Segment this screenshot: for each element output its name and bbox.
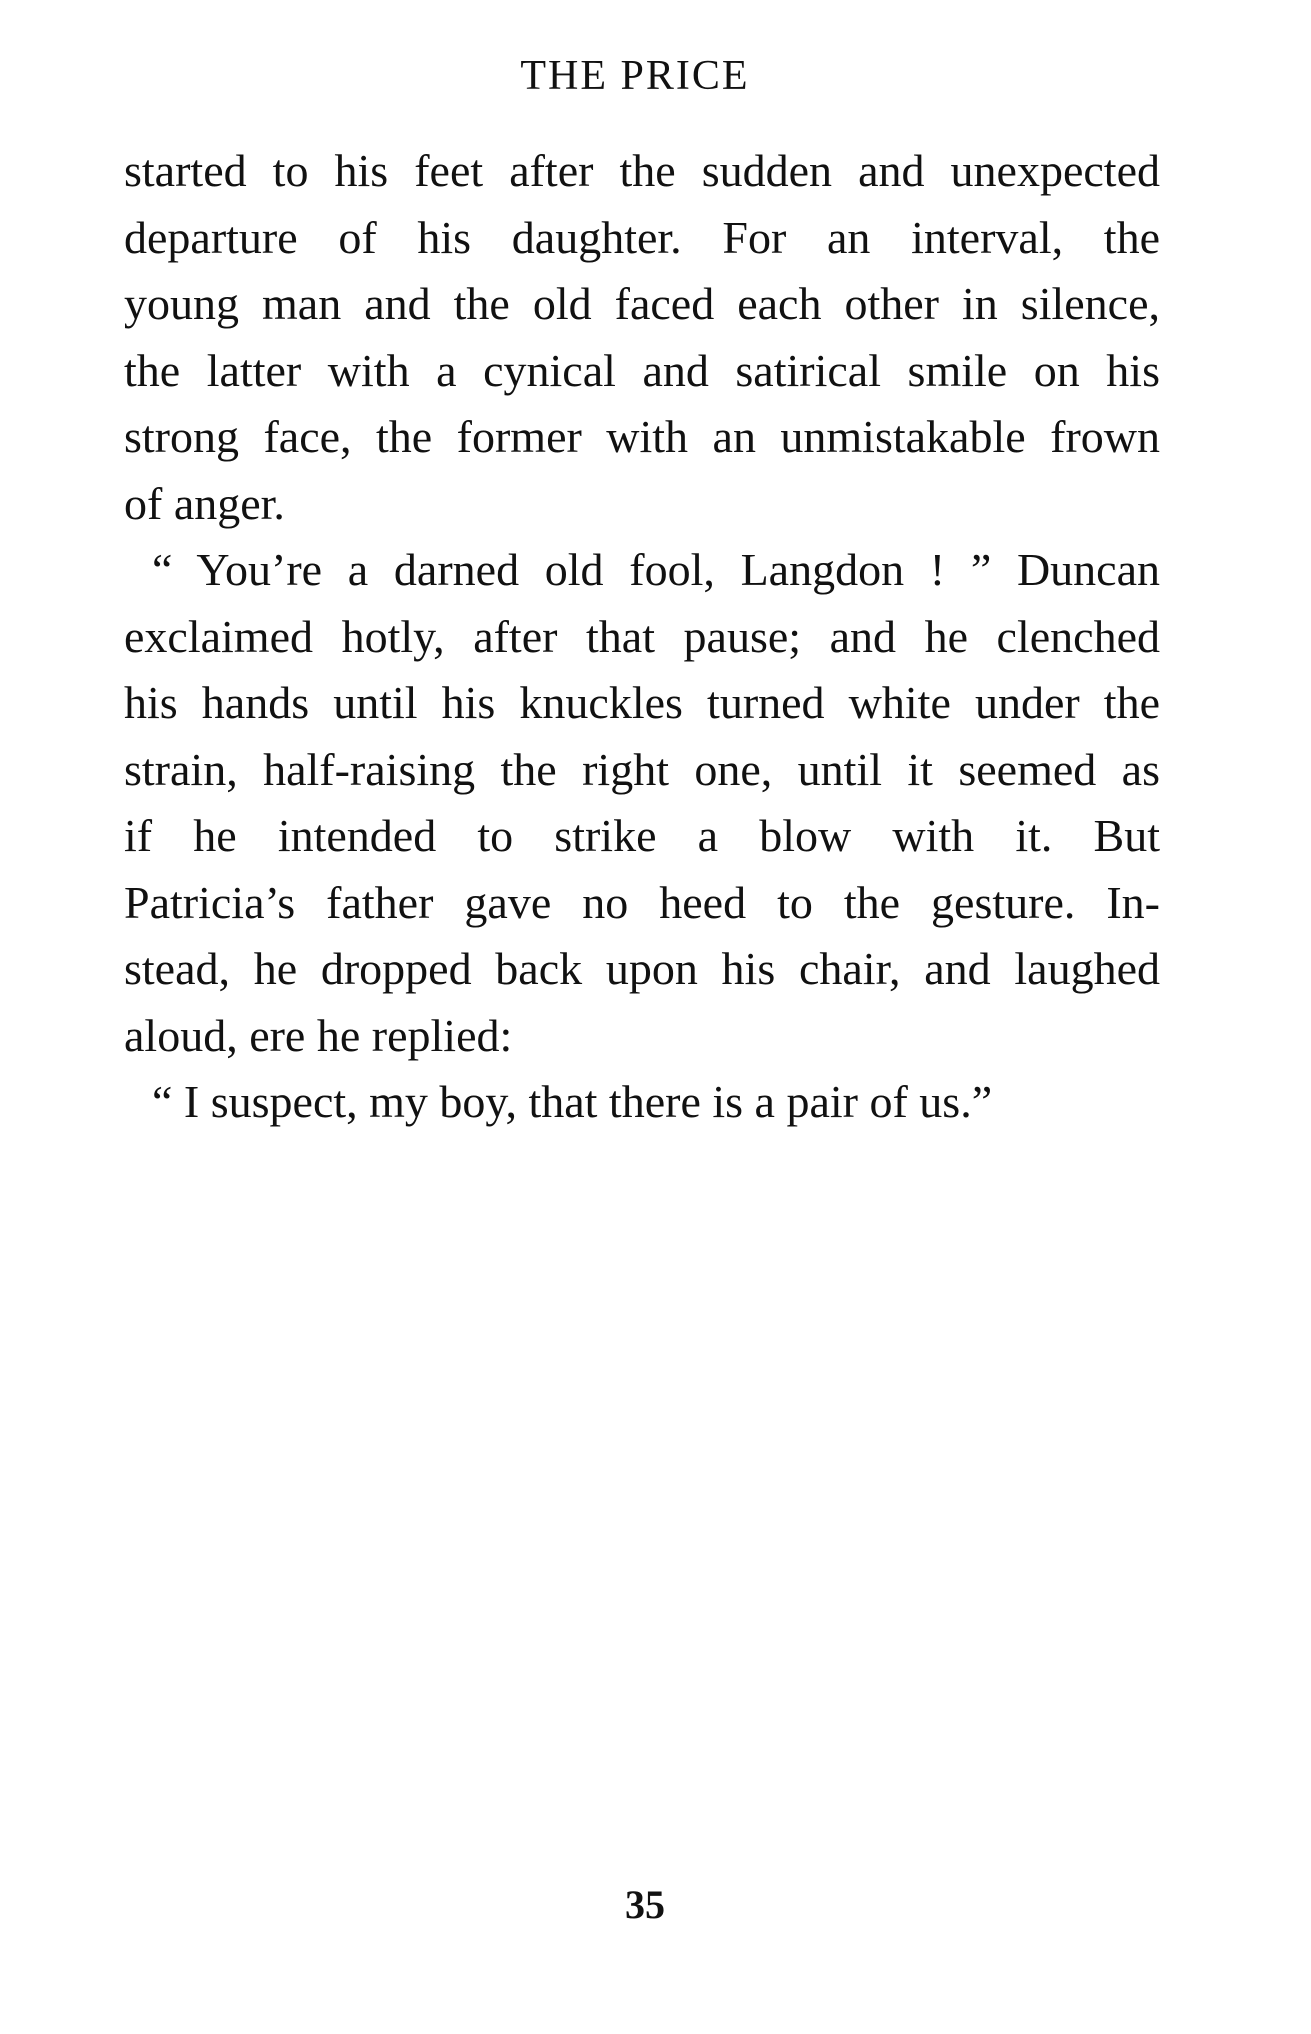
text-line: exclaimed hotly, after that pause; and he clenched <box>124 610 1160 662</box>
running-head: THE PRICE <box>520 53 750 99</box>
paragraph-3 <box>124 1069 1160 1136</box>
text-line: aloud, ere he replied: <box>124 1009 513 1061</box>
text-line: Patricia’s father gave no heed to the gesture. In- <box>124 876 1160 928</box>
text-line: strong face, the former with an unmistakable frown <box>124 411 1160 462</box>
text-line: if he intended to strike a blow with it. But <box>124 810 1160 861</box>
paragraph-1 <box>124 138 1160 537</box>
text-line: “ I suspect, my boy, that there is a pair of us.” <box>152 1076 993 1127</box>
text-line: “ You’re a darned old fool, Langdon ! ” Duncan <box>152 544 1160 595</box>
text-line: the latter with a cynical and satirical smile on his <box>124 344 1160 396</box>
text-line: strain, half-raising the right one, until it seemed as <box>124 743 1160 795</box>
body-text <box>124 138 1160 1136</box>
text-line: his hands until his knuckles turned white under the <box>124 677 1160 728</box>
paragraph-2 <box>124 537 1160 1069</box>
text-line: young man and the old faced each other in silence, <box>124 278 1160 329</box>
page-number: 35 <box>625 1882 665 1927</box>
text-line: stead, he dropped back upon his chair, and laughed <box>124 943 1160 994</box>
text-line: departure of his daughter. For an interval, the <box>124 211 1160 263</box>
text-line: started to his feet after the sudden and unexpected <box>124 145 1160 196</box>
text-line: of anger. <box>124 477 285 529</box>
